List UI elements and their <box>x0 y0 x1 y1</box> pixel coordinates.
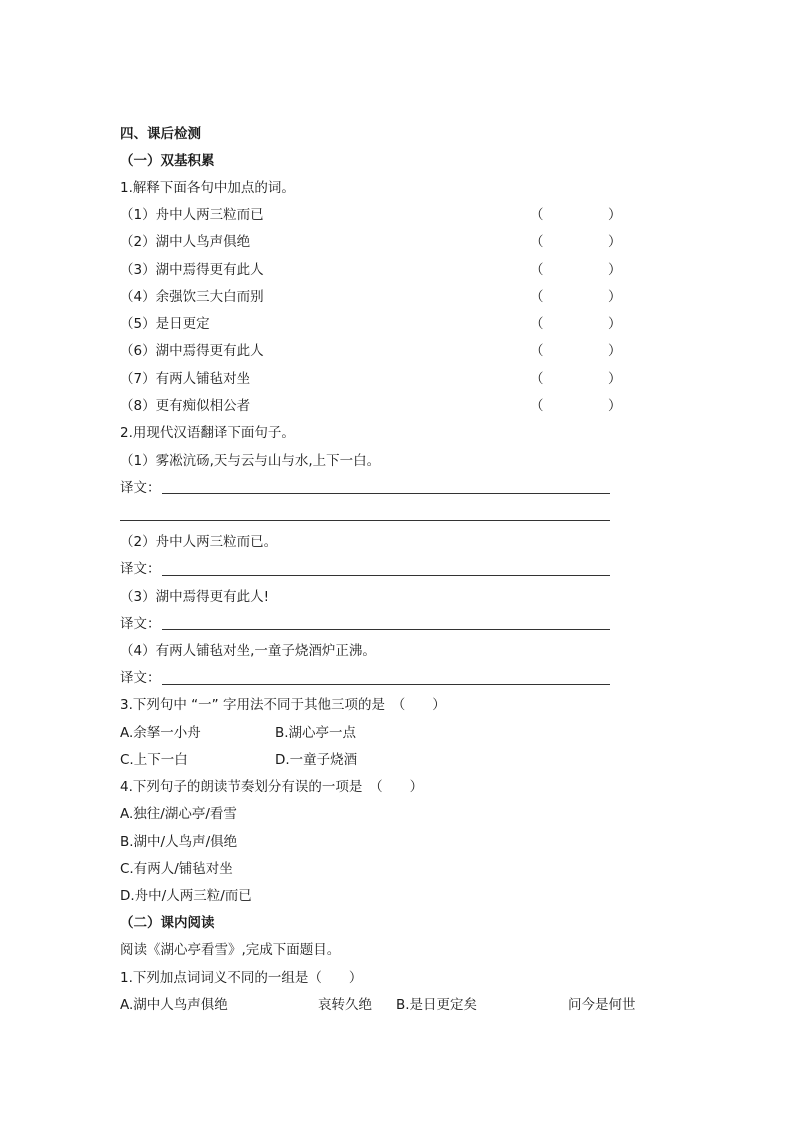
question-title: 3.下列句中 “一” 字用法不同于其他三项的是 （ ） <box>120 697 446 713</box>
question-title: 1.解释下面各句中加点的词。 <box>120 180 295 196</box>
option-c: C.上下一白 <box>120 752 188 768</box>
option-d: D.一童子烧酒 <box>275 752 358 768</box>
translation-label: 译文： <box>120 561 161 577</box>
answer-paren-open: （ <box>530 207 544 223</box>
answer-paren-close: ） <box>608 207 622 223</box>
answer-line[interactable] <box>120 520 610 521</box>
option-c: C.有两人/铺毡对坐 <box>120 861 233 877</box>
option-d: D.舟中/人两三粒/而已 <box>120 888 252 904</box>
question-item: （4）余强饮三大白而别 <box>120 289 264 305</box>
question-title: 4.下列句子的朗读节奏划分有误的一项是 （ ） <box>120 779 424 795</box>
answer-paren-close: ） <box>608 316 622 332</box>
question-item: （8）更有痴似相公者 <box>120 398 251 414</box>
question-item: （6）湖中焉得更有此人 <box>120 343 264 359</box>
sentence-to-translate: （1）雾凇沆砀,天与云与山与水,上下一白。 <box>120 453 381 469</box>
section-title: 四、课后检测 <box>120 126 201 142</box>
translation-label: 译文： <box>120 480 161 496</box>
answer-line[interactable] <box>162 684 610 685</box>
question-title: 1.下列加点词词义不同的一组是（ ） <box>120 970 363 986</box>
question-item: （3）湖中焉得更有此人 <box>120 262 264 278</box>
answer-paren-open: （ <box>530 316 544 332</box>
option-a-compare: 哀转久绝 <box>318 997 372 1013</box>
option-a: A.余拏一小舟 <box>120 725 201 741</box>
question-item: （1）舟中人两三粒而已 <box>120 207 264 223</box>
answer-paren-close: ） <box>608 262 622 278</box>
option-a: A.湖中人鸟声俱绝 <box>120 997 228 1013</box>
reading-instruction: 阅读《湖心亭看雪》,完成下面题目。 <box>120 942 341 958</box>
question-title: 2.用现代汉语翻译下面句子。 <box>120 425 295 441</box>
answer-line[interactable] <box>162 493 610 494</box>
sentence-to-translate: （4）有两人铺毡对坐,一童子烧酒炉正沸。 <box>120 643 376 659</box>
answer-paren-close: ） <box>608 289 622 305</box>
option-a: A.独往/湖心亭/看雪 <box>120 806 237 822</box>
answer-paren-open: （ <box>530 262 544 278</box>
answer-paren-close: ） <box>608 234 622 250</box>
option-b: B.湖中/人鸟声/俱绝 <box>120 834 238 850</box>
question-item: （5）是日更定 <box>120 316 210 332</box>
subsection-title: （二）课内阅读 <box>120 915 215 931</box>
answer-paren-open: （ <box>530 371 544 387</box>
answer-paren-open: （ <box>530 234 544 250</box>
answer-line[interactable] <box>162 575 610 576</box>
option-b: B.是日更定矣 <box>396 997 478 1013</box>
sentence-to-translate: （3）湖中焉得更有此人! <box>120 589 270 605</box>
answer-paren-close: ） <box>608 398 622 414</box>
answer-paren-open: （ <box>530 343 544 359</box>
answer-paren-close: ） <box>608 343 622 359</box>
subsection-title: （一）双基积累 <box>120 153 215 169</box>
question-item: （2）湖中人鸟声俱绝 <box>120 234 251 250</box>
answer-paren-close: ） <box>608 371 622 387</box>
answer-line[interactable] <box>162 629 610 630</box>
question-item: （7）有两人铺毡对坐 <box>120 371 251 387</box>
option-b: B.湖心亭一点 <box>275 725 357 741</box>
answer-paren-open: （ <box>530 289 544 305</box>
translation-label: 译文： <box>120 670 161 686</box>
sentence-to-translate: （2）舟中人两三粒而已。 <box>120 534 278 550</box>
translation-label: 译文： <box>120 616 161 632</box>
option-b-compare: 问今是何世 <box>568 997 636 1013</box>
answer-paren-open: （ <box>530 398 544 414</box>
